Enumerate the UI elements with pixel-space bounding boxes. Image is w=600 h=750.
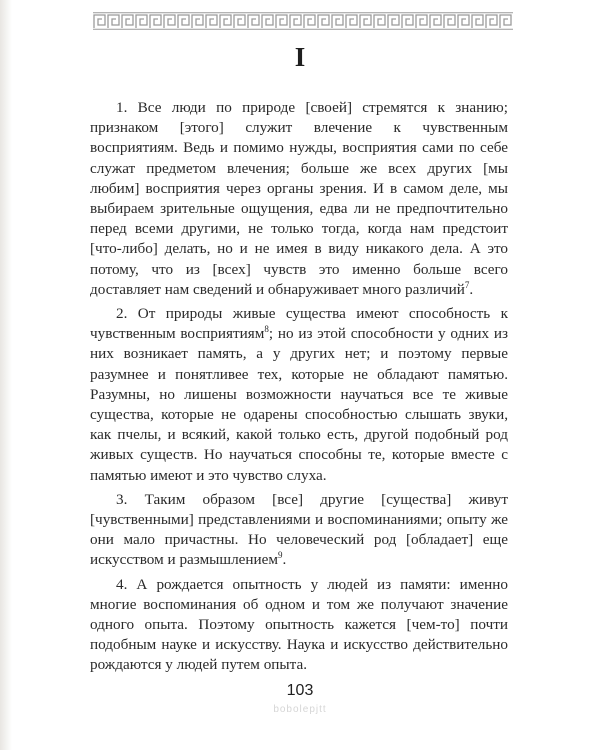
paragraph-2-text: 2. От природы живые существа имеют способность к чувственным восприятиям (90, 305, 508, 343)
page-edge-shadow (0, 0, 12, 750)
footnote-ref-9: 9 (278, 550, 283, 561)
footnote-ref-8: 8 (264, 324, 269, 335)
watermark: bobolepjtt (273, 704, 327, 715)
paragraph-4 (90, 575, 508, 676)
paragraph-3-text: 3. Таким образом [все] другие [существа] живут [чувственными] представлениями и воспоминаниями; опыту же они мало причастны. Но человеческий род [обладает] еще искусством и размышлением (90, 490, 508, 569)
body-text (90, 98, 508, 680)
paragraph-2 (90, 304, 508, 486)
paragraph-1-text: 1. Все люди по природе [своей] стремятся к знанию; признаком [этого] служит влечение к чувственным восприятиям. Ведь и помимо нужды, восприятия сами по себе служат предметом влечения; больше же всех других [мы любим] восприятия через органы зрения. И в самом деле, мы выбираем зрительные ощущения, едва ли не предпочтительно перед всеми другими, не только тогда, когда нам предстоит [что-либо] делать, но и не имея в виду никакого дела. А это потому, что из [всех] чувств это именно больше всего доставляет нам сведений и обнаруживает много различий (90, 99, 508, 298)
chapter-numeral: I (294, 42, 306, 72)
page-number: 103 (286, 682, 314, 699)
paragraph-3: 3. Таким образом [все] другие [существа] живут [чувственными] представлениями и воспоминаниями; опыту же они мало причастны. Но человеческий род [обладает] еще искусством и размышлением$^9$. (90, 490, 508, 569)
paragraph-4-text: 4. А рождается опытность у людей из памяти: именно многие воспоминания об одном и том же получают значение одного опыта. Поэтому опытность кажется [чем-то] почти подобным науке и искусству. Наука и искусство действительно рождаются у людей путем опыта. (90, 575, 508, 674)
greek-key-ornament (93, 12, 513, 30)
paragraph-1: 1. Все люди по природе [своей] стремятся к знанию; признаком [этого] служит влечение к чувственным восприятиям. Ведь и помимо нужды, восприятия сами по себе служат предметом влечения; больше же всех других [мы любим] восприятия через органы зрения. И в самом деле, мы выбираем зрительные ощущения, едва ли не предпочтительно перед всеми другими, не только тогда, когда нам предстоит [что-либо] делать, но и не имея в виду никакого дела. А это потому, что из [всех] чувств это именно больше всего доставляет нам сведений и обнаруживает много различий$^7$. (90, 99, 508, 298)
footnote-ref-7: 7 (464, 279, 470, 290)
paragraph-2-text-cont: ; но из этой способности у одних из них возникает память, а у других нет; и поэтому первые разумнее и понятливее тех, которые не обладают памятью. Разумны, но лишены возможности научаться все те живые существа, которые не одарены способностью слышать звуки, как пчелы, и всякий, какой только есть, другой подобный род живых существ. Но научаться способны те, которые вместе с памятью имеют и это чувство слуха. (90, 325, 508, 484)
